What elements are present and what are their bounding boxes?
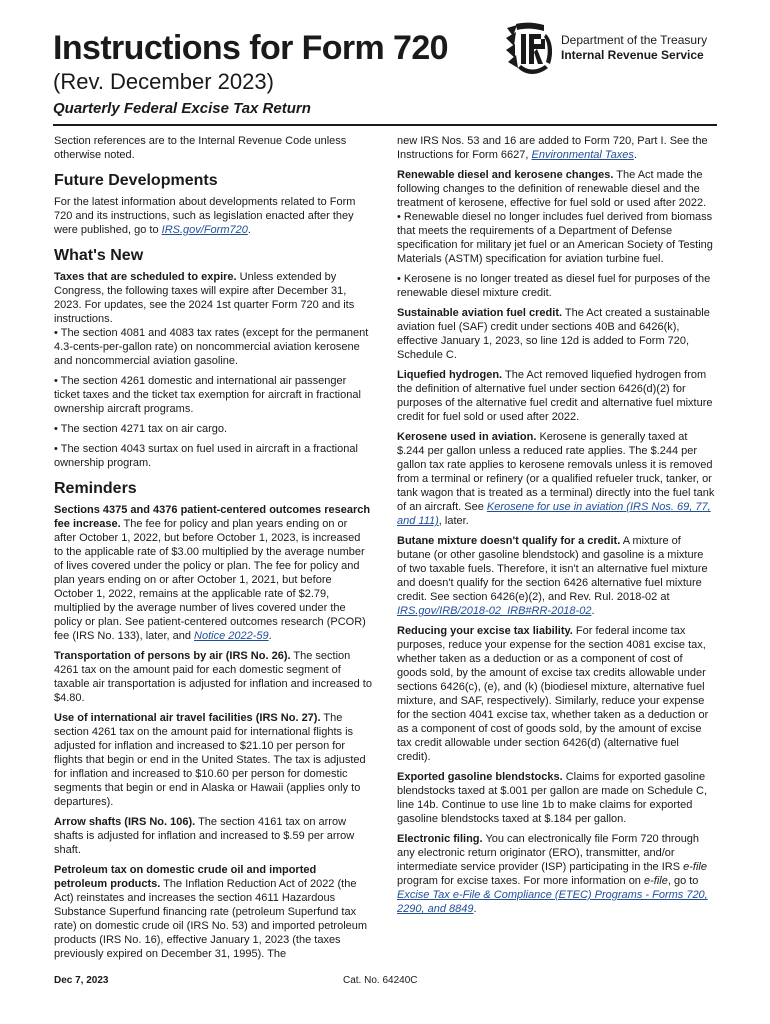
hydrogen-paragraph: Liquefied hydrogen. The Act removed liquefied hydrogen from the definition of alternative fuel under section 6426(d)(2) for purposes of the alternative fuel credit and alternative fuel mixture credit for fuel sold or used after 2022. <box>397 369 713 423</box>
etec-programs-link[interactable]: Excise Tax e-File & Compliance (ETEC) Programs - Forms 720, 2290, and 8849 <box>397 889 708 915</box>
environmental-taxes-link[interactable]: Environmental Taxes <box>531 149 634 161</box>
exported-blendstocks-paragraph: Exported gasoline blendstocks. Claims for exported gasoline blendstocks taxed at $.001 per gallon are made on Schedule C, line 14b. Continue to use line 1b to make claims for exported gasoline blendstocks taxed at $.184 per gallon. <box>397 771 708 825</box>
bullet-item: • The section 4271 tax on air cargo. <box>54 423 228 435</box>
electronic-filing-paragraph: Electronic filing. You can electronically file Form 720 through any electronic return originator (ERO), transmitter, and/or intermediate service provider (ISP) participating in the IRS e-file program for excise taxes. For more information on e-file, go to Excise Tax e-File & Compliance (ETEC) Programs - Forms 720, 2290, and 8849. <box>397 833 708 915</box>
kerosene-aviation-link[interactable]: Kerosene for use in aviation (IRS Nos. 69, 77, and 111) <box>397 501 711 527</box>
page-title: Instructions for Form 720 <box>53 29 448 67</box>
right-column <box>397 134 715 922</box>
bullet-item: • The section 4261 domestic and international air passenger ticket taxes and the ticket tax exemption for aircraft in fractional ownership aircraft programs. <box>54 375 361 415</box>
saf-paragraph: Sustainable aviation fuel credit. The Act created a sustainable aviation fuel (SAF) credit under sections 40B and 6426(k), effective January 1, 2023, so line 12d is added to Form 720, Schedule C. <box>397 307 710 361</box>
intro-text: Section references are to the Internal Revenue Code unless otherwise noted. <box>54 135 347 161</box>
reminders-heading: Reminders <box>54 480 137 497</box>
bullet-item: • Renewable diesel no longer includes fuel derived from biomass that meets the requirements of a Department of Defense specification for military jet fuel or an American Society of Testing Materials (ASTM) specification for aviation turbine fuel. <box>397 211 713 265</box>
revision-date: (Rev. December 2023) <box>53 69 274 94</box>
agency-name: Internal Revenue Service <box>561 48 704 62</box>
expire-paragraph: Taxes that are scheduled to expire. Unless extended by Congress, the following taxes will expire after December 31, 2023. For updates, see the 2024 1st quarter Form 720 and its instructions. <box>54 271 355 325</box>
butane-paragraph: Butane mixture doesn't qualify for a credit. A mixture of butane (or other gasoline blendstock) and gasoline is a mixture of two taxable fuels. Therefore, it isn't an alternative fuel mixture and doesn't qualify for the section 6426 alternative fuel mixture credit. See section 6426(e)(2), and Rev. Rul. 2018-02 at IRS.gov/IRB/2018-02_IRB#RR-2018-02. <box>397 535 708 617</box>
whats-new-heading: What's New <box>54 247 144 264</box>
future-developments-heading: Future Developments <box>54 172 218 189</box>
pcor-paragraph: Sections 4375 and 4376 patient-centered outcomes research fee increase. The fee for policy and plan years ending on or after October 1, 2022, but before October 1, 2023, is increased to the applicable rate of $3.00 multiplied by the average number of lives covered under the policy or plan. The fee for policy and plan years ending on or after October 1, 2021, but before October 1, 2022, remains at the applicable rate of $2.79, multiplied by the average number of lives covered under the policy or plan. See patient-centered outcomes research (PCOR) fee (IRS No. 133), later, and Notice 2022-59. <box>54 504 371 642</box>
notice-2022-59-link[interactable]: Notice 2022-59 <box>194 630 269 642</box>
reducing-liability-paragraph: Reducing your excise tax liability. For federal income tax purposes, reduce your expense for the section 4081 excise tax, whether taken as a deduction or as a component of cost of goods sold, by the amount of excise tax credits allowable under sections 6426(c), (e), and (k) (biodiesel mixture, alternative fuel mixture, and SAF, respectively). Similarly, reduce your expense for the section 4041 excise tax, whether taken as a deduction or as a component of cost of goods sold, by the amount of excise tax credit allowable under section 6426(d) (alternative fuel credit). <box>397 625 709 763</box>
irs-eagle-logo-icon <box>504 22 556 78</box>
continued-text: new IRS Nos. 53 and 16 are added to Form 720, Part I. See the Instructions for Form 6627, Environmental Taxes. <box>397 135 708 161</box>
footer-date: Dec 7, 2023 <box>54 975 109 986</box>
arrow-shafts-paragraph: Arrow shafts (IRS No. 106). The section 4161 tax on arrow shafts is adjusted for inflation and increased to $.59 per arrow shaft. <box>54 816 355 856</box>
catalog-number: Cat. No. 64240C <box>343 975 418 986</box>
irs-form720-link[interactable]: IRS.gov/Form720 <box>161 224 248 236</box>
air-transport-paragraph: Transportation of persons by air (IRS No. 26). The section 4261 tax on the amount paid for each domestic segment of taxable air transportation is adjusted for inflation and increased to $4.80. <box>54 650 372 704</box>
header-divider <box>53 124 717 126</box>
kerosene-paragraph: Kerosene used in aviation. Kerosene is generally taxed at $.244 per gallon unless a reduced rate applies. The $.244 per gallon tax rate applies to kerosene removals unless it is removed from a terminal or refinery (or a qualified refueler truck, tanker, or tank wagon that is treated as a terminal) directly into the fuel tank of an aircraft. See Kerosene for use in aviation (IRS Nos. 69, 77, and 111), later. <box>397 431 715 527</box>
bullet-item: • The section 4043 surtax on fuel used in aircraft in a fractional ownership program. <box>54 443 358 469</box>
renewable-diesel-paragraph: Renewable diesel and kerosene changes. The Act made the following changes to the definition of renewable diesel and the treatment of kerosene, effective for fuel sold or used after 2022. <box>397 169 707 209</box>
bullet-item: • Kerosene is no longer treated as diesel fuel for purposes of the renewable diesel mixture credit. <box>397 273 711 299</box>
petroleum-tax-paragraph: Petroleum tax on domestic crude oil and imported petroleum products. The Inflation Reduction Act of 2022 (the Act) reinstates and increases the section 4611 Hazardous Substance Superfund financing rate (petroleum Superfund tax rate) on domestic crude oil (IRS No. 53) and imported petroleum products (IRS No. 16), effective January 1, 2023 (the taxes previously expired on December 31, 1995). The <box>54 864 368 960</box>
rev-rul-2018-02-link[interactable]: IRS.gov/IRB/2018-02_IRB#RR-2018-02 <box>397 605 592 617</box>
agency-block <box>561 33 707 63</box>
left-column <box>54 134 372 967</box>
intl-air-paragraph: Use of international air travel facilities (IRS No. 27). The section 4261 tax on the amount paid for international flights is adjusted for inflation and increased to $21.10 per person for flights that begin or end in the United States. The tax is adjusted for inflation and increased to $10.60 per person for domestic segments that begin or end in Alaska or Hawaii (applies only to departures). <box>54 712 366 808</box>
form-subtitle: Quarterly Federal Excise Tax Return <box>53 100 311 117</box>
future-developments-text: For the latest information about developments related to Form 720 and its instructions, such as legislation enacted after they were published, go to IRS.gov/Form720. <box>54 196 356 236</box>
department-name: Department of the Treasury <box>561 33 708 47</box>
bullet-item: • The section 4081 and 4083 tax rates (except for the permanent 4.3-cents-per-gallon rate) on noncommercial aviation kerosene and noncommercial aviation gasoline. <box>54 327 369 367</box>
